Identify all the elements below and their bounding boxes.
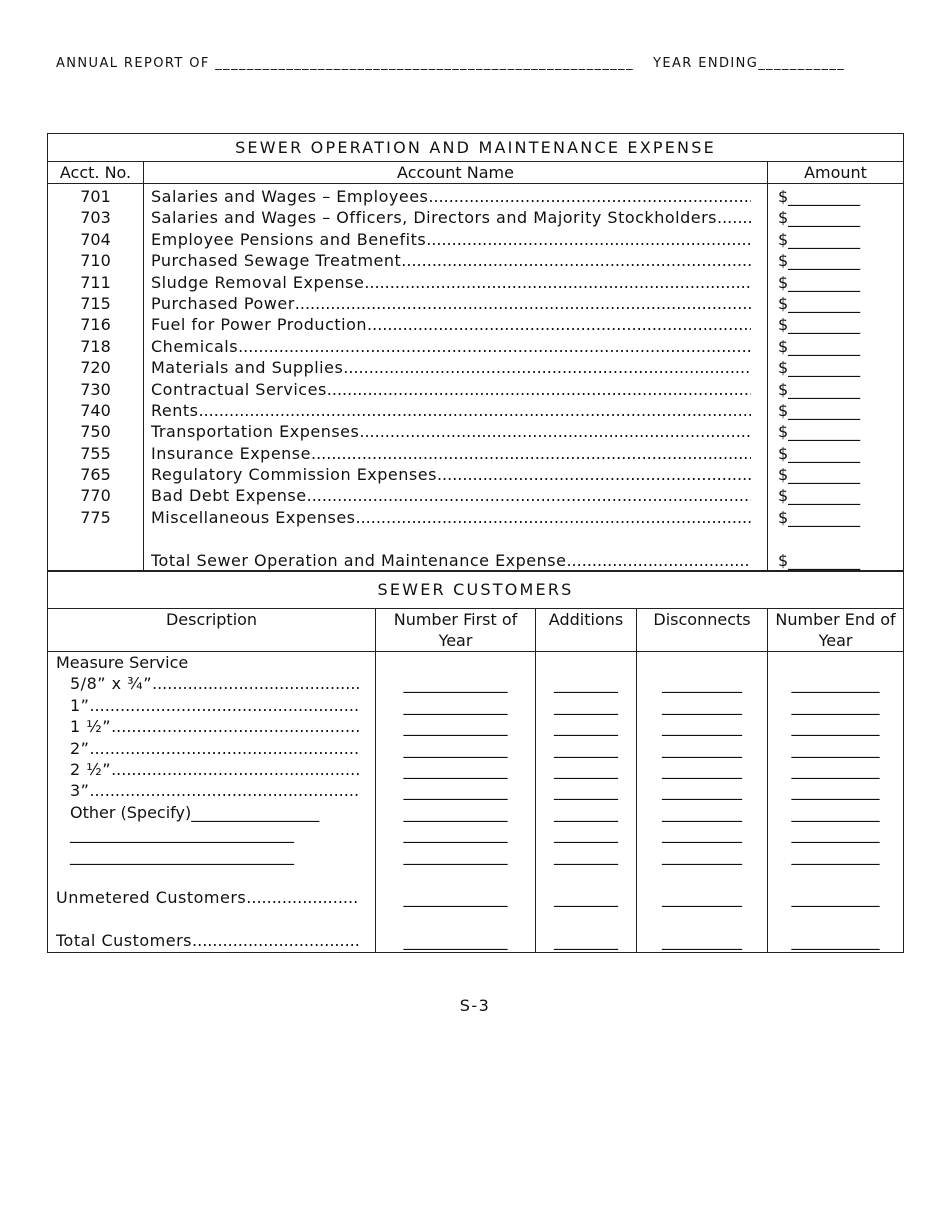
blank-first[interactable]: _____________ bbox=[403, 845, 508, 865]
amount-field[interactable]: $_________ bbox=[778, 187, 861, 206]
blank-end[interactable]: ___________ bbox=[791, 931, 880, 951]
dot-leader bbox=[356, 507, 752, 528]
acct-no: 704 bbox=[80, 229, 111, 249]
blank-additions bbox=[536, 652, 636, 673]
amount-field[interactable]: $_________ bbox=[778, 422, 861, 442]
blank-additions[interactable]: ________ bbox=[554, 888, 618, 908]
account-name-row bbox=[151, 272, 751, 293]
additions-column bbox=[536, 652, 637, 953]
blank-end[interactable]: ___________ bbox=[791, 759, 880, 779]
total-expense-row-label: Total Sewer Operation and Maintenance Expense bbox=[151, 550, 567, 570]
total-expense-row bbox=[151, 550, 751, 571]
first-of-year-column bbox=[376, 652, 536, 953]
blank-disconnects[interactable]: __________ bbox=[662, 845, 742, 865]
account-name-row bbox=[151, 379, 751, 400]
meter-size-row bbox=[56, 695, 359, 716]
description-column bbox=[48, 652, 376, 953]
dot-leader bbox=[367, 314, 751, 335]
expense-table bbox=[47, 133, 904, 572]
amount-field[interactable]: $_________ bbox=[778, 272, 861, 292]
other-specify-blank[interactable]: ____________________________ bbox=[70, 824, 294, 844]
blank-additions bbox=[536, 866, 636, 887]
dot-leader bbox=[437, 464, 751, 485]
account-name-row-label: Contractual Services bbox=[151, 379, 327, 399]
total-acct-blank bbox=[48, 550, 143, 571]
total-amount-field[interactable]: $_________ bbox=[778, 550, 861, 570]
blank-end bbox=[768, 866, 903, 887]
col-acct-no: Acct. No. bbox=[48, 162, 144, 184]
account-name-row bbox=[151, 443, 751, 464]
amount-field[interactable]: $_________ bbox=[778, 251, 861, 271]
account-name-row-label: Regulatory Commission Expenses bbox=[151, 465, 437, 485]
blank-first[interactable]: _____________ bbox=[403, 781, 508, 801]
customers-table bbox=[47, 570, 904, 953]
blank-additions[interactable]: ________ bbox=[554, 717, 618, 737]
year-ending-field[interactable]: ___________ bbox=[758, 56, 846, 71]
dot-leader bbox=[295, 293, 751, 314]
dot-leader bbox=[89, 780, 359, 801]
account-name-column bbox=[144, 184, 768, 572]
blank-disconnects[interactable]: __________ bbox=[662, 759, 742, 779]
amount-field[interactable]: $_________ bbox=[778, 507, 861, 527]
meter-size-row bbox=[56, 716, 359, 737]
blank-first[interactable]: _____________ bbox=[403, 802, 508, 822]
blank-disconnects[interactable]: __________ bbox=[662, 824, 742, 844]
acct-no: 770 bbox=[80, 486, 111, 506]
blank-disconnects bbox=[637, 866, 767, 887]
end-of-year-column bbox=[768, 652, 904, 953]
amount-field[interactable]: $_________ bbox=[778, 293, 861, 313]
dot-leader bbox=[426, 229, 751, 250]
blank-first[interactable]: _____________ bbox=[403, 888, 508, 908]
dot-leader bbox=[199, 400, 752, 421]
blank-additions[interactable]: ________ bbox=[554, 738, 618, 758]
total-customers-row-label: Total Customers bbox=[56, 931, 193, 951]
blank-disconnects[interactable]: __________ bbox=[662, 781, 742, 801]
blank-first bbox=[376, 866, 535, 887]
col-number-end-of-year: Number End of Year bbox=[768, 609, 904, 652]
blank-disconnects[interactable]: __________ bbox=[662, 931, 742, 951]
account-name-row-label: Rents bbox=[151, 400, 199, 420]
blank-first[interactable]: _____________ bbox=[403, 738, 508, 758]
account-name-row bbox=[151, 250, 751, 271]
account-name-row-label: Salaries and Wages – Officers, Directors and Majority Stockholders bbox=[151, 208, 717, 228]
acct-no: 718 bbox=[80, 336, 111, 356]
account-name-row-label: Employee Pensions and Benefits bbox=[151, 229, 427, 249]
blank-end[interactable]: ___________ bbox=[791, 802, 880, 822]
account-name-row-label: Bad Debt Expense bbox=[151, 486, 307, 506]
spacer-row bbox=[48, 528, 143, 549]
meter-size-row-label: 2” bbox=[70, 738, 90, 758]
account-name-row-label: Miscellaneous Expenses bbox=[151, 507, 356, 527]
acct-no: 701 bbox=[80, 187, 111, 206]
amount-field[interactable]: $_________ bbox=[778, 336, 861, 356]
dot-leader bbox=[364, 272, 751, 293]
amount-field[interactable]: $_________ bbox=[778, 229, 861, 249]
dot-leader bbox=[327, 379, 751, 400]
blank-additions[interactable]: ________ bbox=[554, 674, 618, 694]
acct-no: 765 bbox=[80, 465, 111, 485]
meter-size-row bbox=[56, 673, 359, 694]
dot-leader bbox=[238, 336, 751, 357]
blank-additions[interactable]: ________ bbox=[554, 759, 618, 779]
spacer-row bbox=[151, 528, 751, 549]
amount-field[interactable]: $_________ bbox=[778, 465, 861, 485]
account-name-row-label: Purchased Power bbox=[151, 293, 295, 313]
blank-additions[interactable]: ________ bbox=[554, 931, 618, 951]
blank-end[interactable]: ___________ bbox=[791, 695, 880, 715]
blank-first[interactable]: _____________ bbox=[403, 717, 508, 737]
account-name-row-label: Sludge Removal Expense bbox=[151, 272, 365, 292]
amount-field[interactable]: $_________ bbox=[778, 443, 861, 463]
blank-first[interactable]: _____________ bbox=[403, 695, 508, 715]
dot-leader bbox=[307, 485, 751, 506]
measure-service-label: Measure Service bbox=[56, 653, 189, 672]
amount-field[interactable]: $_________ bbox=[778, 315, 861, 335]
dot-leader bbox=[246, 887, 359, 908]
blank-additions[interactable]: ________ bbox=[554, 781, 618, 801]
blank-disconnects bbox=[637, 909, 767, 930]
col-additions: Additions bbox=[536, 609, 637, 652]
dot-leader bbox=[566, 550, 751, 571]
dot-leader bbox=[717, 207, 751, 228]
unmetered-customers-row bbox=[56, 887, 359, 908]
amount-field[interactable]: $_________ bbox=[778, 358, 861, 378]
amount-field[interactable]: $_________ bbox=[778, 208, 861, 228]
account-name-row-label: Insurance Expense bbox=[151, 443, 311, 463]
meter-size-row bbox=[56, 780, 359, 801]
blank-end[interactable]: ___________ bbox=[791, 781, 880, 801]
spacer-row bbox=[56, 909, 359, 930]
blank-end bbox=[768, 909, 903, 930]
account-name-row bbox=[151, 357, 751, 378]
total-customers-row bbox=[56, 930, 359, 951]
annual-report-label: ANNUAL REPORT OF bbox=[56, 56, 210, 71]
account-name-row bbox=[151, 485, 751, 506]
blank-disconnects[interactable]: __________ bbox=[662, 888, 742, 908]
col-amount: Amount bbox=[768, 162, 904, 184]
disconnects-column bbox=[637, 652, 768, 953]
meter-size-row bbox=[56, 759, 359, 780]
blank-additions[interactable]: ________ bbox=[554, 824, 618, 844]
amount-field[interactable]: $_________ bbox=[778, 400, 861, 420]
meter-size-row-label: 3” bbox=[70, 781, 90, 801]
annual-report-field[interactable]: _____________________________________________________ bbox=[215, 56, 634, 71]
blank-additions[interactable]: ________ bbox=[554, 845, 618, 865]
amount-field[interactable]: $_________ bbox=[778, 486, 861, 506]
blank-end[interactable]: ___________ bbox=[791, 888, 880, 908]
meter-size-row-label: 5/8” x ¾” bbox=[70, 674, 152, 694]
account-name-row bbox=[151, 421, 751, 442]
account-name-row bbox=[151, 207, 751, 228]
other-specify-blank[interactable]: ____________________________ bbox=[70, 845, 294, 865]
account-name-row-label: Chemicals bbox=[151, 336, 239, 356]
dot-leader bbox=[111, 716, 359, 737]
meter-size-row bbox=[56, 738, 359, 759]
account-name-row-label: Transportation Expenses bbox=[151, 422, 360, 442]
col-account-name: Account Name bbox=[144, 162, 768, 184]
blank-additions bbox=[536, 909, 636, 930]
report-header bbox=[56, 56, 886, 71]
blank-disconnects[interactable]: __________ bbox=[662, 717, 742, 737]
account-name-row-label: Fuel for Power Production bbox=[151, 315, 368, 335]
blank-end[interactable]: ___________ bbox=[791, 845, 880, 865]
account-name-row bbox=[151, 293, 751, 314]
meter-size-row-label: 2 ½” bbox=[70, 759, 112, 779]
dot-leader bbox=[401, 250, 751, 271]
dot-leader bbox=[343, 357, 751, 378]
dot-leader bbox=[152, 673, 359, 694]
other-specify-field[interactable]: ________________ bbox=[191, 802, 320, 822]
acct-no: 715 bbox=[80, 293, 111, 313]
blank-first[interactable]: _____________ bbox=[403, 824, 508, 844]
blank-end[interactable]: ___________ bbox=[791, 674, 880, 694]
blank-end[interactable]: ___________ bbox=[791, 824, 880, 844]
dot-leader bbox=[89, 738, 359, 759]
blank-first bbox=[376, 652, 535, 673]
blank-disconnects[interactable]: __________ bbox=[662, 738, 742, 758]
blank-first bbox=[376, 909, 535, 930]
blank-first[interactable]: _____________ bbox=[403, 674, 508, 694]
meter-size-row-label: 1” bbox=[70, 695, 90, 715]
dot-leader bbox=[192, 930, 359, 951]
blank-end[interactable]: ___________ bbox=[791, 717, 880, 737]
blank-first[interactable]: _____________ bbox=[403, 759, 508, 779]
account-name-row-label: Salaries and Wages – Employees bbox=[151, 187, 429, 206]
other-specify-row bbox=[56, 802, 359, 823]
blank-disconnects[interactable]: __________ bbox=[662, 674, 742, 694]
acct-no: 703 bbox=[80, 208, 111, 228]
col-disconnects: Disconnects bbox=[637, 609, 768, 652]
acct-no: 720 bbox=[80, 358, 111, 378]
dot-leader bbox=[111, 759, 359, 780]
blank-end bbox=[768, 652, 903, 673]
account-name-row bbox=[151, 229, 751, 250]
acct-no: 750 bbox=[80, 422, 111, 442]
dot-leader bbox=[428, 186, 751, 207]
acct-no: 755 bbox=[80, 443, 111, 463]
account-name-row bbox=[151, 314, 751, 335]
account-name-row bbox=[151, 400, 751, 421]
dot-leader bbox=[311, 443, 751, 464]
acct-number-column bbox=[48, 184, 144, 572]
spacer-row bbox=[778, 528, 903, 549]
blank-end[interactable]: ___________ bbox=[791, 738, 880, 758]
blank-disconnects[interactable]: __________ bbox=[662, 695, 742, 715]
blank-disconnects[interactable]: __________ bbox=[662, 802, 742, 822]
blank-additions[interactable]: ________ bbox=[554, 802, 618, 822]
acct-no: 775 bbox=[80, 507, 111, 527]
col-description: Description bbox=[48, 609, 376, 652]
account-name-row-label: Materials and Supplies bbox=[151, 358, 344, 378]
page-number: S-3 bbox=[459, 996, 491, 1015]
col-number-first-of-year: Number First of Year bbox=[376, 609, 536, 652]
amount-field[interactable]: $_________ bbox=[778, 379, 861, 399]
account-name-row bbox=[151, 336, 751, 357]
year-ending-label: YEAR ENDING bbox=[653, 56, 759, 71]
spacer-row bbox=[56, 866, 359, 887]
dot-leader bbox=[89, 695, 359, 716]
blank-disconnects bbox=[637, 652, 767, 673]
acct-no: 740 bbox=[80, 400, 111, 420]
account-name-row-label: Purchased Sewage Treatment bbox=[151, 251, 402, 271]
amount-column bbox=[768, 184, 904, 572]
dot-leader bbox=[359, 421, 751, 442]
acct-no: 711 bbox=[80, 272, 111, 292]
customers-table-title: SEWER CUSTOMERS bbox=[48, 571, 904, 609]
blank-first[interactable]: _____________ bbox=[403, 931, 508, 951]
acct-no: 716 bbox=[80, 315, 111, 335]
account-name-row bbox=[151, 464, 751, 485]
meter-size-row-label: 1 ½” bbox=[70, 717, 112, 737]
acct-no: 730 bbox=[80, 379, 111, 399]
other-specify-label: Other (Specify) bbox=[70, 802, 192, 822]
blank-additions[interactable]: ________ bbox=[554, 695, 618, 715]
account-name-row bbox=[151, 507, 751, 528]
account-name-row bbox=[151, 186, 751, 207]
unmetered-customers-row-label: Unmetered Customers bbox=[56, 888, 247, 908]
acct-no: 710 bbox=[80, 251, 111, 271]
expense-table-title: SEWER OPERATION AND MAINTENANCE EXPENSE bbox=[48, 134, 904, 162]
